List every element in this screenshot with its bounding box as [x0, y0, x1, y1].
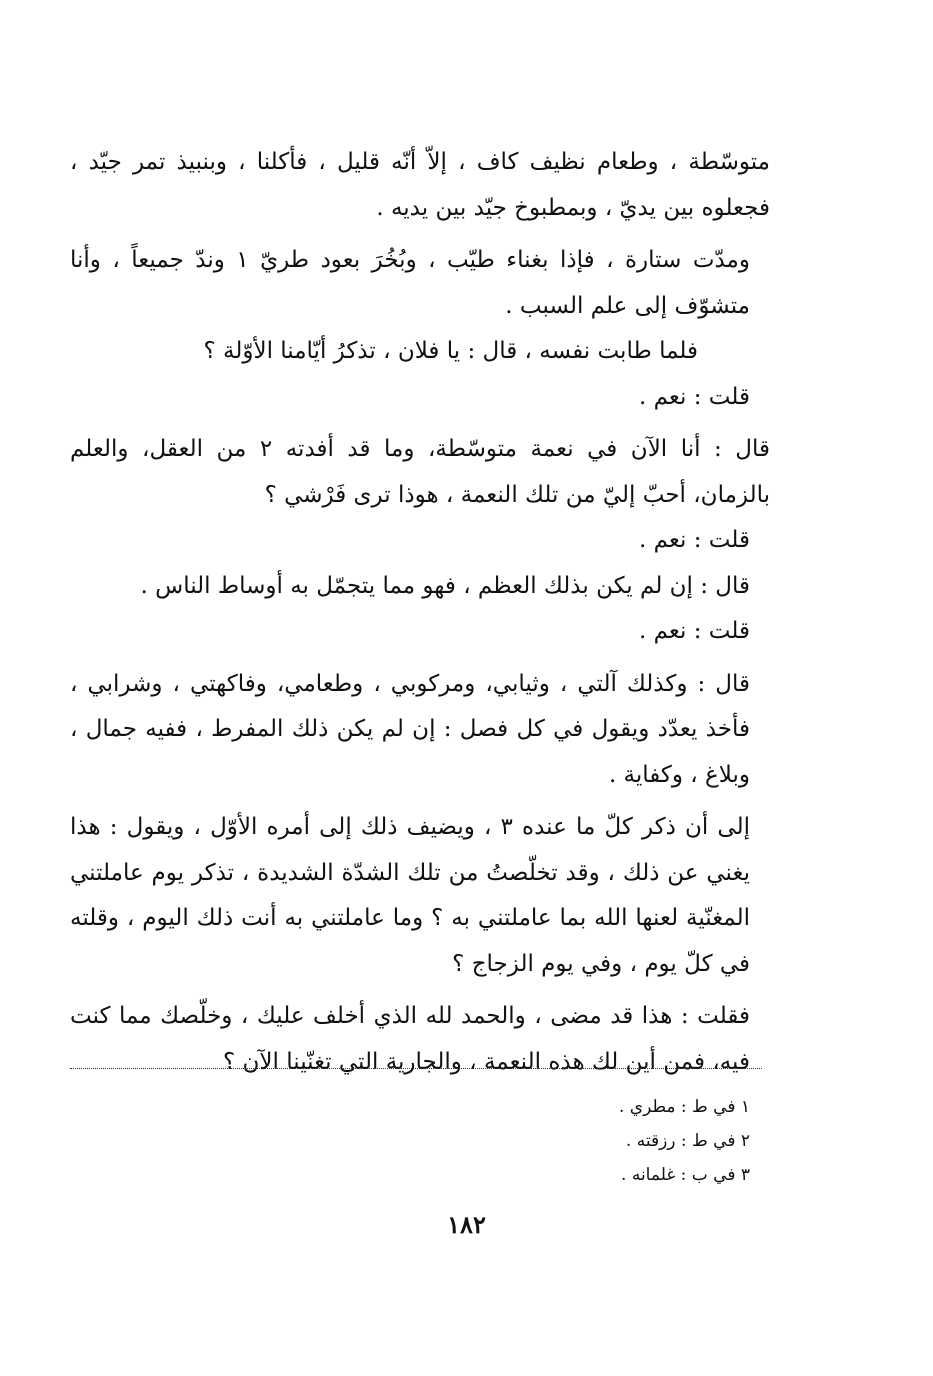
paragraph-7: قال : إن لم يكن بذلك العظم ، فهو مما يتجمّل به أوساط الناس .: [140, 572, 750, 599]
paragraph-6: قلت : نعم .: [639, 527, 750, 553]
paragraph-5: قال : أنا الآن في نعمة متوسّطة، وما قد أفدته ٢ من العقل، والعلم بالزمان، أحبّ إليّ من تلك النعمة ، هوذا ترى فَرْشي ؟: [70, 436, 770, 508]
paragraph-9: قال : وكذلك آلتي ، وثيابي، ومركوبي ، وطعامي، وفاكهتي ، وشرابي ، فأخذ يعدّد ويقول في كل فصل : إن لم يكن ذلك المفرط ، ففيه جمال ، وبلاغ ، وكفاية .: [70, 670, 750, 788]
footnotes: [70, 1090, 750, 1192]
paragraph-10: إلى أن ذكر كلّ ما عنده ٣ ، ويضيف ذلك إلى أمره الأوّل ، ويقول : هذا يغني عن ذلك ، وقد تخلّصتُ من تلك الشدّة الشديدة ، تذكر يوم عاملتني المغنّية لعنها الله بما عاملتني به ؟ وما عاملتني به أنت ذلك اليوم ، وقلته في كلّ يوم ، وفي يوم الزجاج ؟: [70, 814, 750, 977]
footnote-divider: [70, 1068, 762, 1069]
paragraph-8: قلت : نعم .: [639, 618, 750, 644]
footnote-1: ١ في ط : مطري .: [618, 1097, 750, 1117]
main-text: [70, 140, 770, 1085]
paragraph-4: قلت : نعم .: [639, 383, 750, 410]
paragraph-2: ومدّت ستارة ، فإذا بغناء طيّب ، وبُخُرَ بعود طريّ ١ وندّ جميعاً ، وأنا متشوّف إلى علم السبب .: [70, 247, 750, 319]
paragraph-11: فقلت : هذا قد مضى ، والحمد لله الذي أخلف عليك ، وخلّصك مما كنت فيه، فمن أين لك هذه النعمة ، والجارية التي تغنّينا الآن ؟: [70, 1003, 750, 1075]
footnote-3: ٣ في ب : غلمانه .: [621, 1165, 750, 1185]
page-number: ١٨٢: [447, 1210, 486, 1239]
paragraph-3: فلما طابت نفسه ، قال : يا فلان ، تذكرُ أيّامنا الأوّلة ؟: [203, 338, 698, 364]
footnote-2: ٢ في ط : رزقته .: [625, 1131, 750, 1151]
paragraph-1: متوسّطة ، وطعام نظيف كاف ، إلاّ أنّه قليل ، فأكلنا ، وبنبيذ تمر جيّد ، فجعلوه بين يديّ ، وبمطبوخ جيّد بين يديه .: [70, 149, 770, 221]
